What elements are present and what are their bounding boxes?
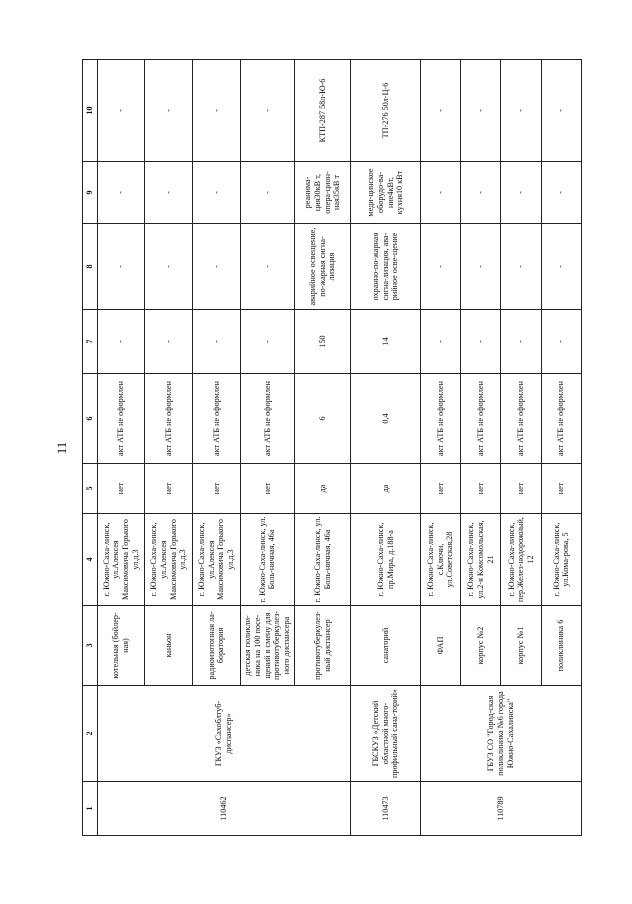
col6-cell: акт АТБ не оформлен — [461, 374, 501, 464]
col5-cell: нет — [461, 464, 501, 514]
col8-cell: - — [421, 224, 461, 310]
rotated-table-wrapper — [82, 60, 582, 836]
group-id-cell: 110462 — [97, 782, 350, 836]
col5-cell: нет — [193, 464, 241, 514]
object-cell: поликлиника 6 — [541, 606, 581, 686]
col5-cell: нет — [97, 464, 145, 514]
col6-cell: акт АТБ не оформлен — [501, 374, 541, 464]
col5-cell: да — [295, 464, 351, 514]
col10-cell: - — [240, 60, 294, 162]
col8-cell: - — [145, 224, 193, 310]
col7-cell: - — [240, 310, 294, 374]
col-header: 1 — [83, 782, 98, 836]
col10-cell: - — [461, 60, 501, 162]
col-header: 10 — [83, 60, 98, 162]
col6-cell: акт АТБ не оформлен — [541, 374, 581, 464]
col-header: 5 — [83, 464, 98, 514]
col7-cell: - — [97, 310, 145, 374]
group-id-cell: 110473 — [351, 782, 421, 836]
object-cell: корпус №2 — [461, 606, 501, 686]
col8-cell: - — [97, 224, 145, 310]
col7-cell: - — [193, 310, 241, 374]
col6-cell: акт АТБ не оформлен — [421, 374, 461, 464]
col6-cell: акт АТБ не оформлен — [97, 374, 145, 464]
col8-cell: охранно-по-жарная сигна-лизация, ава-рийное осве-щение — [351, 224, 421, 310]
organization-cell: ГКУЗ «Сахоблтуб-диспансер» — [97, 686, 350, 782]
col9-cell: - — [97, 162, 145, 224]
address-cell: г. Южно-Саха-линск, пр.Мира, д.188-а — [351, 514, 421, 606]
object-cell: котельная (бойлер-ная) — [97, 606, 145, 686]
col-header: 7 — [83, 310, 98, 374]
col7-cell: - — [501, 310, 541, 374]
col5-cell: нет — [421, 464, 461, 514]
col9-cell: - — [193, 162, 241, 224]
group-id-cell: 110789 — [421, 782, 582, 836]
col7-cell: - — [541, 310, 581, 374]
col6-cell: акт АТБ не оформлен — [145, 374, 193, 464]
table-row — [351, 60, 421, 836]
object-cell: противотуберкулез-ный диспансер — [295, 606, 351, 686]
table-row — [97, 60, 145, 836]
organization-cell: ГБСКУЗ «Детский областной много-профильный сана-торий» — [351, 686, 421, 782]
col-header: 3 — [83, 606, 98, 686]
col8-cell: - — [501, 224, 541, 310]
address-cell: г. Южно-Саха-линск, ул.Кома-рова, 5 — [541, 514, 581, 606]
col10-cell: - — [145, 60, 193, 162]
organization-cell: ГБУЗ СО "Город-ская поликлиника №6 города Южно-Сахалинска" — [421, 686, 582, 782]
col-header: 6 — [83, 374, 98, 464]
col8-cell: - — [541, 224, 581, 310]
col7-cell: - — [421, 310, 461, 374]
col-header: 4 — [83, 514, 98, 606]
address-cell: г. Южно-Саха-линск, ул.Алексея Максимовича Горького ул.д.3 — [97, 514, 145, 606]
col10-cell: - — [541, 60, 581, 162]
object-cell: ФАП — [421, 606, 461, 686]
col9-cell: меди-цинское оборудо-ва-ние4кВт, кухня10 кВт — [351, 162, 421, 224]
col6-cell: 6 — [295, 374, 351, 464]
address-cell: г. Южно-Саха-линск, ул.Алексея Максимовича Горького ул.д.3 — [145, 514, 193, 606]
table-row — [421, 60, 461, 836]
col5-cell: нет — [240, 464, 294, 514]
object-cell: каньон — [145, 606, 193, 686]
col6-cell: акт АТБ не оформлен — [193, 374, 241, 464]
address-cell: г. Южно-Саха-линск, ул.2-я Комсомольская, 21 — [461, 514, 501, 606]
col5-cell: нет — [501, 464, 541, 514]
col9-cell: - — [421, 162, 461, 224]
col10-cell: ТП-276 50л-Ц-6 — [351, 60, 421, 162]
col5-cell: нет — [541, 464, 581, 514]
col5-cell: нет — [145, 464, 193, 514]
object-cell: радиоизотопная ла-боратория — [193, 606, 241, 686]
address-cell: г. Южно-Саха-линск, пер.Желез-нодорожный, 12 — [501, 514, 541, 606]
col-header: 9 — [83, 162, 98, 224]
object-cell: корпус №1 — [501, 606, 541, 686]
col10-cell: - — [421, 60, 461, 162]
col8-cell: - — [193, 224, 241, 310]
col7-cell: - — [145, 310, 193, 374]
col7-cell: 14 — [351, 310, 421, 374]
col6-cell: 0,4 — [351, 374, 421, 464]
col-header: 8 — [83, 224, 98, 310]
col9-cell: - — [461, 162, 501, 224]
page-number: 11 — [54, 441, 69, 455]
col9-cell: - — [541, 162, 581, 224]
col7-cell: - — [461, 310, 501, 374]
address-cell: г. Южно-Саха-линск, ул. Боль-ничная, 46а — [240, 514, 294, 606]
address-cell: г. Южно-Саха-линск, с.Ключи, ул.Советская,28 — [421, 514, 461, 606]
col9-cell: - — [145, 162, 193, 224]
data-table — [82, 59, 582, 836]
col9-cell: - — [501, 162, 541, 224]
address-cell: г. Южно-Саха-линск, ул. Боль-ничная, 46а — [295, 514, 351, 606]
col-header: 2 — [83, 686, 98, 782]
col8-cell: - — [240, 224, 294, 310]
col8-cell: - — [461, 224, 501, 310]
col6-cell: акт АТБ не оформлен — [240, 374, 294, 464]
col9-cell: реанима-ция30кВ т, опера-цион-ная35кВ т — [295, 162, 351, 224]
col10-cell: - — [97, 60, 145, 162]
object-cell: санаторий — [351, 606, 421, 686]
col10-cell: - — [193, 60, 241, 162]
col5-cell: да — [351, 464, 421, 514]
object-cell: детская поликли-ника на 100 посе-щений в смену для противотуберкулез-ного диспансера — [240, 606, 294, 686]
col8-cell: аварийное освещение, по-жарная сигна-лизация — [295, 224, 351, 310]
col9-cell: - — [240, 162, 294, 224]
col10-cell: КТП-287 58л-Ю-6 — [295, 60, 351, 162]
address-cell: г. Южно-Саха-линск, ул.Алексея Максимовича Горького ул.д.3 — [193, 514, 241, 606]
col7-cell: 150 — [295, 310, 351, 374]
header-row — [83, 60, 98, 836]
col10-cell: - — [501, 60, 541, 162]
